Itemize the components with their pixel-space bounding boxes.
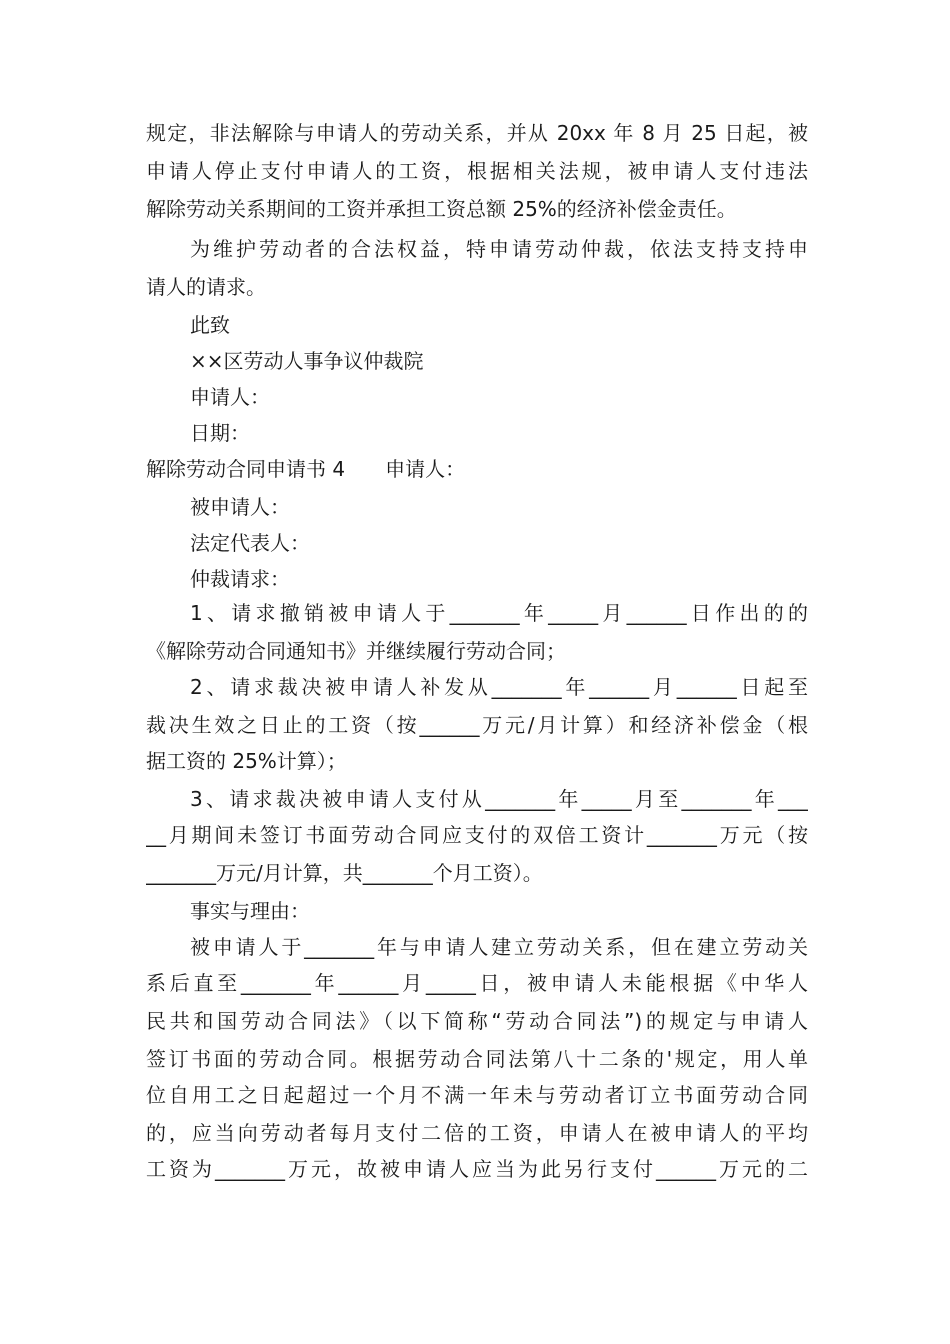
- text-line: 2、请求裁决被申请人补发从_______年______月______日起至: [190, 675, 808, 699]
- text-line: 《解除劳动合同通知书》并继续履行劳动合同；: [146, 639, 566, 663]
- text-line: 此致: [190, 313, 230, 337]
- text-line: 签订书面的劳动合同。根据劳动合同法第八十二条的'规定，用人单: [146, 1047, 808, 1071]
- text-line: ××区劳动人事争议仲裁院: [190, 349, 424, 373]
- text-line: 裁决生效之日止的工资（按______万元/月计算）和经济补偿金（根: [146, 713, 808, 737]
- text-line: 3、请求裁决被申请人支付从_______年_____月至_______年___: [190, 787, 808, 811]
- text-line: 申请人停止支付申请人的工资，根据相关法规，被申请人支付违法: [146, 159, 808, 183]
- text-line: 系后直至_______年______月_____日，被申请人未能根据《中华人: [146, 971, 808, 995]
- text-line: 为维护劳动者的合法权益，特申请劳动仲裁，依法支持支持申: [190, 237, 808, 261]
- text-line: 民共和国劳动合同法》（以下简称“劳动合同法”)的规定与申请人: [146, 1009, 808, 1033]
- text-line: 被申请人于_______年与申请人建立劳动关系，但在建立劳动关: [190, 935, 808, 959]
- text-line: 工资为_______万元，故被申请人应当为此另行支付______万元的二: [146, 1157, 808, 1181]
- text-line: _______万元/月计算，共_______个月工资）。: [146, 861, 543, 885]
- text-line: 申请人：: [190, 385, 270, 409]
- text-line: 位自用工之日起超过一个月不满一年未与劳动者订立书面劳动合同: [146, 1083, 808, 1107]
- text-line: 日期：: [190, 421, 250, 445]
- text-line: 据工资的 25%计算）；: [146, 749, 347, 773]
- section-title: 解除劳动合同申请书 4 申请人：: [146, 457, 466, 481]
- text-line: 1、请求撤销被申请人于_______年_____月______日作出的的: [190, 601, 808, 625]
- text-line: 被申请人：: [190, 495, 290, 519]
- text-line: 解除劳动关系期间的工资并承担工资总额 25%的经济补偿金责任。: [146, 197, 737, 221]
- text-line: 请人的请求。: [146, 275, 266, 299]
- text-line: 事实与理由：: [190, 899, 310, 923]
- text-line: 规定，非法解除与申请人的劳动关系，并从 20xx 年 8 月 25 日起，被: [146, 121, 808, 145]
- text-line: 仲裁请求：: [190, 567, 290, 591]
- text-line: __月期间未签订书面劳动合同应支付的双倍工资计_______万元（按: [146, 823, 808, 847]
- text-line: 法定代表人：: [190, 531, 310, 555]
- text-line: 的，应当向劳动者每月支付二倍的工资，申请人在被申请人的平均: [146, 1121, 808, 1145]
